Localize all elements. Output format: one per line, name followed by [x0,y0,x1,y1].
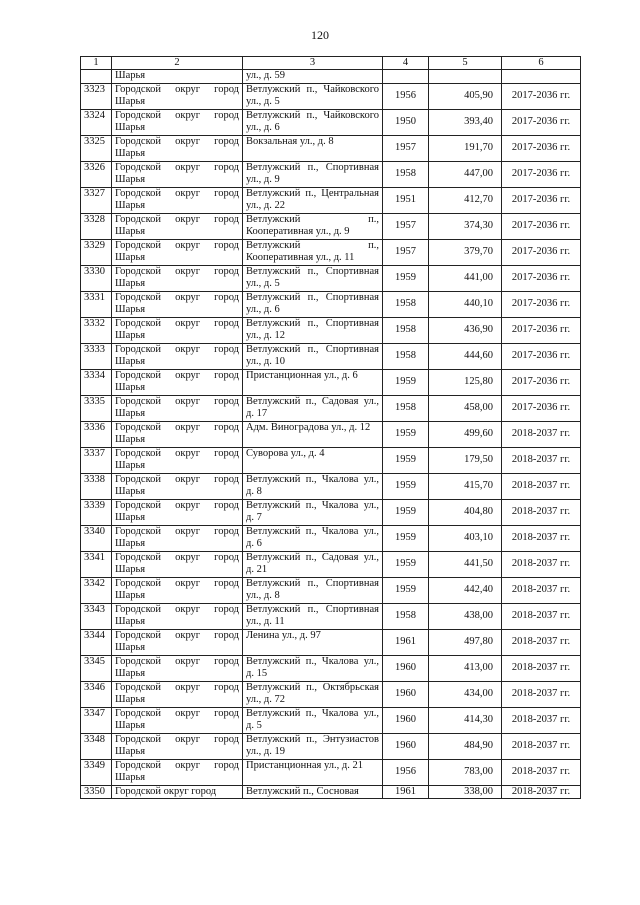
area-cell: 191,70 [429,135,502,161]
table-row [81,447,581,473]
address-cell: Ветлужский п., Сосновая [243,785,383,799]
period-cell: 2018-2037 гг. [502,421,581,447]
owner-cell: Городской округ город Шарья [112,603,243,629]
year-cell: 1960 [383,707,429,733]
year-cell: 1959 [383,525,429,551]
table-row [81,473,581,499]
period-cell: 2017-2036 гг. [502,161,581,187]
address-cell: Ветлужский п., Спортивная ул., д. 6 [243,291,383,317]
year-cell: 1957 [383,213,429,239]
owner-cell: Городской округ город Шарья [112,421,243,447]
year-cell: 1956 [383,759,429,785]
period-cell: 2017-2036 гг. [502,109,581,135]
row-number: 3345 [81,655,112,681]
table-row [81,317,581,343]
row-number: 3333 [81,343,112,369]
area-cell: 438,00 [429,603,502,629]
table-row [81,525,581,551]
table-row [81,655,581,681]
year-cell: 1960 [383,681,429,707]
year-cell: 1959 [383,265,429,291]
row-number: 3334 [81,369,112,395]
period-cell: 2017-2036 гг. [502,395,581,421]
owner-cell: Городской округ город Шарья [112,161,243,187]
period-cell: 2018-2037 гг. [502,499,581,525]
year-cell: 1956 [383,83,429,109]
row-number: 3336 [81,421,112,447]
owner-cell: Городской округ город Шарья [112,265,243,291]
row-number: 3325 [81,135,112,161]
row-number: 3338 [81,473,112,499]
owner-cell: Городской округ город Шарья [112,655,243,681]
year-cell: 1958 [383,317,429,343]
area-cell: 499,60 [429,421,502,447]
period-cell: 2018-2037 гг. [502,473,581,499]
row-number: 3337 [81,447,112,473]
area-cell: 440,10 [429,291,502,317]
row-number: 3343 [81,603,112,629]
area-cell: 415,70 [429,473,502,499]
table-row [81,187,581,213]
area-cell: 783,00 [429,759,502,785]
area-cell: 405,90 [429,83,502,109]
year-cell: 1951 [383,187,429,213]
table-row [81,603,581,629]
area-cell: 413,00 [429,655,502,681]
housing-register-table [80,56,581,799]
area-cell: 458,00 [429,395,502,421]
owner-cell: Городской округ город Шарья [112,707,243,733]
owner-cell: Городской округ город Шарья [112,577,243,603]
owner-cell: Городской округ город Шарья [112,733,243,759]
owner-cell: Городской округ город Шарья [112,447,243,473]
row-number: 3344 [81,629,112,655]
owner-cell: Городской округ город Шарья [112,369,243,395]
table-row [81,421,581,447]
year-cell: 1958 [383,395,429,421]
owner-cell: Городской округ город Шарья [112,473,243,499]
owner-cell: Городской округ город Шарья [112,525,243,551]
table-body [81,57,581,799]
owner-cell: Городской округ город Шарья [112,317,243,343]
year-cell [383,70,429,84]
table-row [81,70,581,84]
address-cell: Ветлужский п., Спортивная ул., д. 12 [243,317,383,343]
address-cell: Ветлужский п., Спортивная ул., д. 8 [243,577,383,603]
table-row [81,551,581,577]
address-cell: Ветлужский п., Спортивная ул., д. 11 [243,603,383,629]
owner-cell: Городской округ город Шарья [112,681,243,707]
address-cell: Ветлужский п., Октябрьская ул., д. 72 [243,681,383,707]
table-row [81,83,581,109]
period-cell: 2018-2037 гг. [502,759,581,785]
owner-cell: Городской округ город Шарья [112,629,243,655]
owner-cell: Городской округ город [112,785,243,799]
address-cell: Пристанционная ул., д. 6 [243,369,383,395]
row-number: 3340 [81,525,112,551]
owner-cell: Городской округ город Шарья [112,109,243,135]
owner-cell: Городской округ город Шарья [112,395,243,421]
address-cell: Ветлужский п., Чкалова ул., д. 7 [243,499,383,525]
area-cell: 403,10 [429,525,502,551]
table-row [81,681,581,707]
address-cell: ул., д. 59 [243,70,383,84]
period-cell: 2017-2036 гг. [502,265,581,291]
period-cell: 2017-2036 гг. [502,213,581,239]
period-cell: 2018-2037 гг. [502,681,581,707]
area-cell: 441,00 [429,265,502,291]
row-number: 3329 [81,239,112,265]
header-cell-3: 3 [243,57,383,70]
area-cell: 441,50 [429,551,502,577]
table-row [81,369,581,395]
address-cell: Суворова ул., д. 4 [243,447,383,473]
address-cell: Ветлужский п., Чкалова ул., д. 6 [243,525,383,551]
owner-cell: Городской округ город Шарья [112,499,243,525]
row-number: 3341 [81,551,112,577]
year-cell: 1959 [383,421,429,447]
header-cell-1: 1 [81,57,112,70]
address-cell: Ветлужский п., Спортивная ул., д. 5 [243,265,383,291]
owner-cell: Городской округ город Шарья [112,551,243,577]
area-cell: 404,80 [429,499,502,525]
row-number: 3346 [81,681,112,707]
period-cell: 2018-2037 гг. [502,707,581,733]
row-number: 3342 [81,577,112,603]
address-cell: Ветлужский п., Кооперативная ул., д. 11 [243,239,383,265]
owner-cell: Городской округ город Шарья [112,135,243,161]
address-cell: Адм. Виноградова ул., д. 12 [243,421,383,447]
address-cell: Ветлужский п., Чайковского ул., д. 6 [243,109,383,135]
table-row [81,785,581,799]
period-cell: 2017-2036 гг. [502,369,581,395]
address-cell: Ветлужский п., Садовая ул., д. 21 [243,551,383,577]
table-row [81,213,581,239]
row-number: 3349 [81,759,112,785]
table-row [81,265,581,291]
year-cell: 1958 [383,603,429,629]
period-cell: 2017-2036 гг. [502,317,581,343]
page-number: 120 [311,28,329,42]
area-cell: 379,70 [429,239,502,265]
address-cell: Ветлужский п., Спортивная ул., д. 9 [243,161,383,187]
period-cell: 2017-2036 гг. [502,83,581,109]
address-cell: Вокзальная ул., д. 8 [243,135,383,161]
period-cell: 2018-2037 гг. [502,603,581,629]
area-cell: 125,80 [429,369,502,395]
owner-cell: Городской округ город Шарья [112,213,243,239]
year-cell: 1957 [383,135,429,161]
row-number: 3347 [81,707,112,733]
period-cell [502,70,581,84]
year-cell: 1959 [383,369,429,395]
area-cell: 497,80 [429,629,502,655]
area-cell: 338,00 [429,785,502,799]
area-cell: 442,40 [429,577,502,603]
row-number: 3332 [81,317,112,343]
area-cell: 374,30 [429,213,502,239]
period-cell: 2018-2037 гг. [502,785,581,799]
address-cell: Ветлужский п., Чкалова ул., д. 5 [243,707,383,733]
year-cell: 1958 [383,161,429,187]
period-cell: 2018-2037 гг. [502,525,581,551]
address-cell: Ветлужский п., Энтузиастов ул., д. 19 [243,733,383,759]
year-cell: 1959 [383,499,429,525]
area-cell: 434,00 [429,681,502,707]
year-cell: 1959 [383,447,429,473]
address-cell: Ветлужский п., Центральная ул., д. 22 [243,187,383,213]
year-cell: 1959 [383,577,429,603]
year-cell: 1957 [383,239,429,265]
owner-cell: Городской округ город Шарья [112,83,243,109]
area-cell [429,70,502,84]
period-cell: 2017-2036 гг. [502,291,581,317]
area-cell: 436,90 [429,317,502,343]
row-number: 3335 [81,395,112,421]
table-row [81,239,581,265]
address-cell: Ветлужский п., Чкалова ул., д. 8 [243,473,383,499]
row-number: 3327 [81,187,112,213]
row-number: 3339 [81,499,112,525]
period-cell: 2018-2037 гг. [502,629,581,655]
header-cell-4: 4 [383,57,429,70]
row-number: 3348 [81,733,112,759]
table-row [81,291,581,317]
owner-cell: Городской округ город Шарья [112,291,243,317]
row-number [81,70,112,84]
period-cell: 2017-2036 гг. [502,135,581,161]
table-row [81,707,581,733]
row-number: 3331 [81,291,112,317]
area-cell: 447,00 [429,161,502,187]
owner-cell: Шарья [112,70,243,84]
area-cell: 444,60 [429,343,502,369]
owner-cell: Городской округ город Шарья [112,343,243,369]
area-cell: 179,50 [429,447,502,473]
year-cell: 1961 [383,629,429,655]
period-cell: 2017-2036 гг. [502,187,581,213]
owner-cell: Городской округ город Шарья [112,239,243,265]
table-row [81,109,581,135]
row-number: 3323 [81,83,112,109]
table-row [81,161,581,187]
table-row [81,343,581,369]
address-cell: Ленина ул., д. 97 [243,629,383,655]
area-cell: 414,30 [429,707,502,733]
address-cell: Ветлужский п., Чкалова ул., д. 15 [243,655,383,681]
year-cell: 1950 [383,109,429,135]
table-row [81,733,581,759]
header-cell-5: 5 [429,57,502,70]
table-row [81,499,581,525]
period-cell: 2018-2037 гг. [502,447,581,473]
address-cell: Ветлужский п., Чайковского ул., д. 5 [243,83,383,109]
address-cell: Ветлужский п., Кооперативная ул., д. 9 [243,213,383,239]
year-cell: 1961 [383,785,429,799]
area-cell: 484,90 [429,733,502,759]
period-cell: 2018-2037 гг. [502,577,581,603]
header-cell-6: 6 [502,57,581,70]
year-cell: 1959 [383,551,429,577]
period-cell: 2018-2037 гг. [502,551,581,577]
year-cell: 1958 [383,291,429,317]
period-cell: 2017-2036 гг. [502,239,581,265]
row-number: 3324 [81,109,112,135]
period-cell: 2018-2037 гг. [502,655,581,681]
address-cell: Ветлужский п., Садовая ул., д. 17 [243,395,383,421]
year-cell: 1960 [383,655,429,681]
table-row [81,577,581,603]
table-row [81,135,581,161]
area-cell: 393,40 [429,109,502,135]
owner-cell: Городской округ город Шарья [112,187,243,213]
row-number: 3330 [81,265,112,291]
owner-cell: Городской округ город Шарья [112,759,243,785]
period-cell: 2018-2037 гг. [502,733,581,759]
area-cell: 412,70 [429,187,502,213]
year-cell: 1958 [383,343,429,369]
row-number: 3326 [81,161,112,187]
year-cell: 1959 [383,473,429,499]
address-cell: Ветлужский п., Спортивная ул., д. 10 [243,343,383,369]
year-cell: 1960 [383,733,429,759]
table-row [81,759,581,785]
row-number: 3328 [81,213,112,239]
period-cell: 2017-2036 гг. [502,343,581,369]
header-cell-2: 2 [112,57,243,70]
address-cell: Пристанционная ул., д. 21 [243,759,383,785]
header-row [81,57,581,70]
table-row [81,395,581,421]
table-row [81,629,581,655]
row-number: 3350 [81,785,112,799]
